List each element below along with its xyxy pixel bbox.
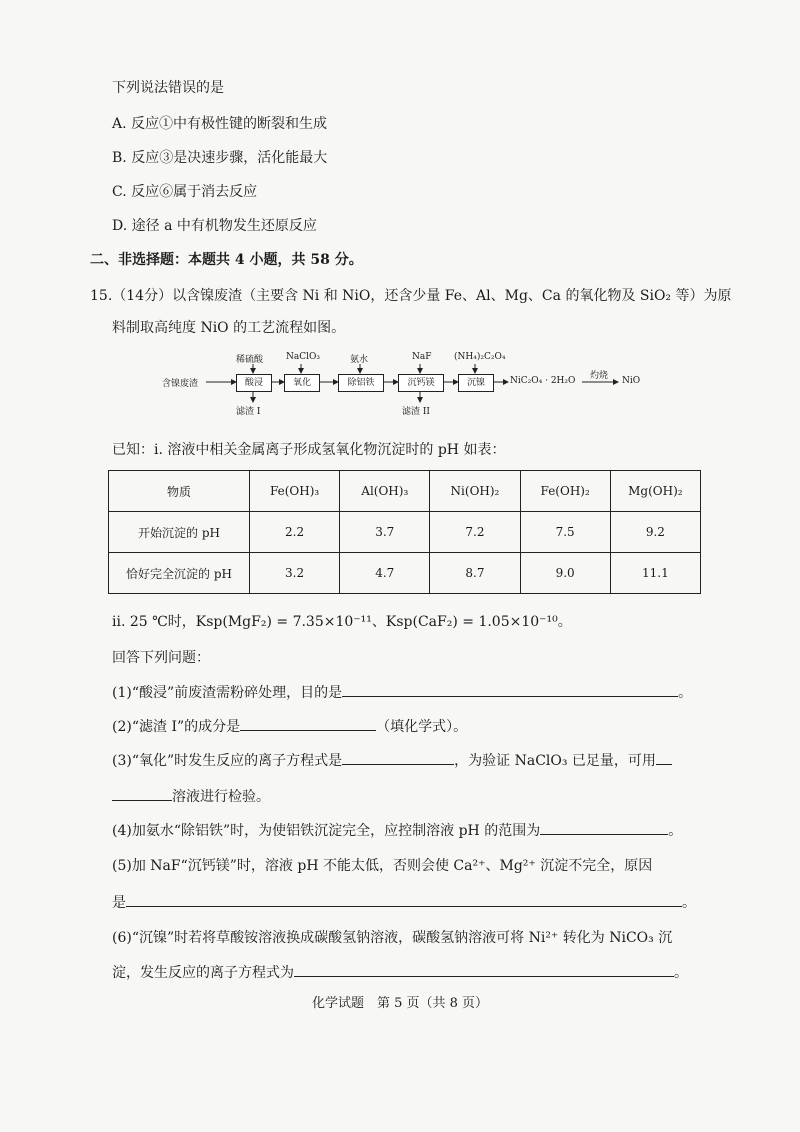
question-3-end: 溶液进行检验。 [172,789,270,805]
question-3-mid: ，为验证 NaClO₃ 已足量，可用 [454,753,656,769]
question-4 [112,820,682,841]
step-precipitate-ni: 沉镍 [458,374,494,392]
question-5-cont [112,892,696,913]
table-cell: 9.0 [520,553,610,594]
table-cell: 2.2 [250,512,340,553]
table-header-cell: Al(OH)₃ [340,471,430,512]
table-header-cell: Mg(OH)₂ [610,471,700,512]
known-i: 已知：i. 溶液中相关金属离子形成氢氧化物沉淀时的 pH 如表： [112,442,506,458]
table-cell: 3.2 [250,553,340,594]
question-5: (5)加 NaF“沉钙镁”时，溶液 pH 不能太低，否则会使 Ca²⁺、Mg²⁺ 沉淀不完全，原因 [112,858,653,874]
process-flow-diagram [162,352,682,424]
table-header-cell: Ni(OH)₂ [430,471,520,512]
step-precipitate-ca-mg: 沉钙镁 [398,374,444,392]
table-cell: 恰好完全沉淀的 pH [109,553,250,594]
known-ii: ii. 25 ℃时，Ksp(MgF₂) = 7.35×10⁻¹¹、Ksp(CaF₂) = 1.05×10⁻¹⁰。 [112,614,572,630]
question-1 [112,682,692,703]
step-acid-leach: 酸浸 [236,374,272,392]
section-heading: 二、非选择题：本题共 4 小题，共 58 分。 [90,252,363,268]
answer-blank-2[interactable] [240,716,376,731]
q15-intro-line1: 15.（14分）以含镍废渣（主要含 Ni 和 NiO，还含少量 Fe、Al、Mg、Ca 的氧化物及 SiO₂ 等）为原 [90,288,732,304]
answer-blank-3b-start[interactable] [656,750,672,765]
table-cell: 9.2 [610,512,700,553]
reagent-ammonia: 氨水 [350,355,369,365]
reagent-naclo3: NaClO₃ [286,352,320,362]
option-b: B. 反应③是决速步骤，活化能最大 [112,150,328,166]
table-row [109,553,701,594]
question-2-suffix: （填化学式）。 [376,719,468,735]
table-header-cell: 物质 [109,471,250,512]
period: 。 [678,685,693,701]
option-a: A. 反应①中有极性键的断裂和生成 [112,116,328,132]
step-remove-al-fe: 除铝铁 [338,374,384,392]
question-4-text: (4)加氨水“除铝铁”时，为使铝铁沉淀完全，应控制溶液 pH 的范围为 [112,823,541,839]
table-cell: 8.7 [430,553,520,594]
table-cell: 7.2 [430,512,520,553]
step-oxidize: 氧化 [284,374,320,392]
question-3-text: (3)“氧化”时发生反应的离子方程式是 [112,753,343,769]
question-6-cont [112,962,688,983]
table-cell: 7.5 [520,512,610,553]
option-d: D. 途径 a 中有机物发生还原反应 [112,218,317,234]
table-header-cell: Fe(OH)₃ [250,471,340,512]
table-cell: 开始沉淀的 pH [109,512,250,553]
residue-1: 滤渣 I [236,407,261,417]
flow-roast-label: 灼烧 [590,371,609,381]
table-header-cell: Fe(OH)₂ [520,471,610,512]
question-2 [112,716,467,737]
answer-blank-6[interactable] [294,962,674,977]
option-c: C. 反应⑥属于消去反应 [112,184,258,200]
answer-blank-4[interactable] [540,820,668,835]
table-header-row [109,471,701,512]
question-3-cont [112,786,270,807]
reagent-ammonium-oxalate: (NH₄)₂C₂O₄ [454,352,506,362]
reagent-dilute-sulfuric-acid: 稀硫酸 [236,355,264,365]
page-footer: 化学试题 第 5 页（共 8 页） [311,996,489,1011]
answer-blank-3b[interactable] [112,786,172,801]
question-2-text: (2)“滤渣 I”的成分是 [112,719,241,735]
question-6-text: 淀，发生反应的离子方程式为 [112,965,294,981]
flow-product: NiC₂O₄ · 2H₂O [510,376,576,386]
reagent-naf: NaF [412,352,432,362]
answer-blank-3a[interactable] [342,750,454,765]
answer-prompt: 回答下列问题： [112,650,210,666]
flow-start: 含镍废渣 [162,379,199,389]
ph-table [108,470,701,594]
period: 。 [668,823,683,839]
table-cell: 3.7 [340,512,430,553]
question-5-text: 是 [112,895,126,911]
question-1-text: (1)“酸浸”前废渣需粉碎处理，目的是 [112,685,343,701]
table-cell: 11.1 [610,553,700,594]
period: 。 [682,895,696,911]
residue-2: 滤渣 II [402,407,430,417]
table-cell: 4.7 [340,553,430,594]
table-row [109,512,701,553]
period: 。 [674,965,688,981]
question-3 [112,750,672,771]
q15-intro-line2: 料制取高纯度 NiO 的工艺流程如图。 [112,320,346,336]
flow-final: NiO [622,376,641,386]
question-6: (6)“沉镍”时若将草酸铵溶液换成碳酸氢钠溶液，碳酸氢钠溶液可将 Ni²⁺ 转化为 NiCO₃ 沉 [112,930,673,946]
answer-blank-5[interactable] [126,892,682,907]
question-stem: 下列说法错误的是 [112,80,224,96]
answer-blank-1[interactable] [342,682,678,697]
